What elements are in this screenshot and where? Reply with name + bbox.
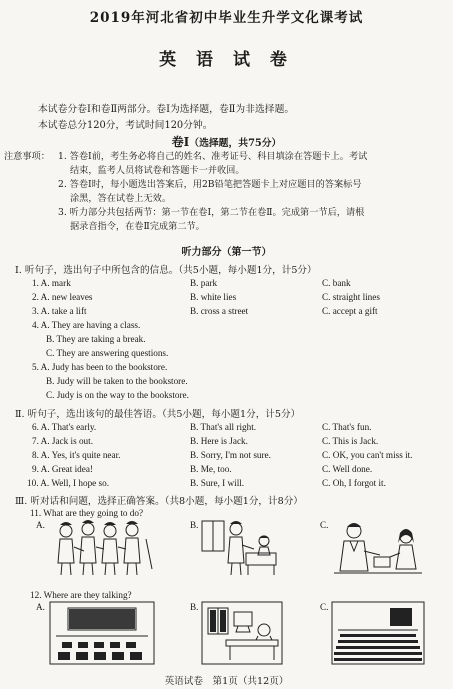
note-3b: 据录音指令，在卷Ⅱ完成第二节。 — [70, 221, 205, 232]
q10-option-a: 10. A. Well, I hope so. — [27, 478, 110, 488]
q1-option-a: 1. A. mark — [32, 278, 71, 288]
q1-option-c: C. bank — [322, 278, 351, 288]
note-1b: 结束，监考人员将试卷和答题卡一并收回。 — [70, 165, 245, 176]
note-2b: 涂黑，答在试卷上无效。 — [70, 193, 172, 204]
intro-line-2: 本试卷总分120分，考试时间120分钟。 — [38, 120, 213, 131]
intro-line-1: 本试卷分卷Ⅰ和卷Ⅱ两部分。卷Ⅰ为选择题，卷Ⅱ为非选择题。 — [38, 104, 295, 115]
part3-title: Ⅲ. 听对话和问题，选择正确答案。 — [15, 496, 165, 507]
q9-option-a: 9. A. Great idea! — [32, 464, 93, 474]
q5-option-a: 5. A. Judy has been to the bookstore. — [32, 362, 168, 372]
exam-title: 2019年河北省初中毕业生升学文化课考试 — [89, 10, 364, 26]
q12-picture-b-office-desk — [200, 600, 284, 666]
q1-option-b: B. park — [190, 278, 218, 288]
q7-option-c: C. This is Jack. — [322, 436, 379, 446]
q3-option-c: C. accept a gift — [322, 306, 378, 316]
q7-option-a: 7. A. Jack is out. — [32, 436, 93, 446]
part1-heading — [15, 262, 317, 276]
part1-score: （共5小题，每小题1分，计5分） — [178, 265, 317, 276]
q12-label-b: B. — [190, 602, 199, 612]
volume-sub: （选择题，共75分） — [189, 138, 282, 149]
q11-picture-a-group-of-people — [48, 519, 156, 577]
part2-score: （共5小题，每小题1分，计5分） — [161, 409, 301, 420]
q2-option-b: B. white lies — [190, 292, 237, 302]
volume-name: 卷Ⅰ — [171, 135, 190, 149]
q8-option-c: C. OK, you can't miss it. — [322, 450, 413, 460]
part3-heading — [15, 493, 303, 507]
volume-heading — [0, 133, 453, 150]
q2-option-c: C. straight lines — [322, 292, 380, 302]
q12-picture-c-auditorium — [330, 600, 426, 666]
q12-picture-a-classroom — [48, 600, 156, 666]
q4-option-b: B. They are taking a break. — [46, 334, 146, 344]
q8-option-a: 8. A. Yes, it's quite near. — [32, 450, 121, 460]
q8-option-b: B. Sorry, I'm not sure. — [190, 450, 271, 460]
q12-question: 12. Where are they talking? — [30, 590, 132, 600]
q3-option-b: B. cross a street — [190, 306, 249, 316]
q9-option-c: C. Well done. — [322, 464, 373, 474]
note-1a: 1. 答卷Ⅰ前，考生务必将自己的姓名、准考证号、科目填涂在答题卡上。考试 — [58, 151, 368, 162]
page-footer: 英语试卷 第1页（共12页） — [164, 676, 289, 687]
q12-label-c: C. — [320, 602, 329, 612]
part3-score: （共8小题，每小题1分，计8分） — [164, 496, 303, 507]
q11-question: 11. What are they going to do? — [30, 508, 144, 518]
q6-option-b: B. That's all right. — [190, 422, 257, 432]
part2-heading — [15, 406, 300, 420]
q11-label-c: C. — [320, 520, 329, 530]
note-2a: 2. 答卷Ⅰ时，每小题选出答案后，用2B铅笔把答题卡上对应题目的答案标号 — [58, 179, 362, 190]
q7-option-b: B. Here is Jack. — [190, 436, 248, 446]
q4-option-c: C. They are answering questions. — [46, 348, 169, 358]
part1-title: Ⅰ. 听句子，选出句子中所包含的信息。 — [15, 265, 179, 276]
part2-title: Ⅱ. 听句子，选出该句的最佳答语。 — [15, 409, 162, 420]
q11-label-a: A. — [36, 520, 45, 530]
q11-picture-c-father-and-daughter — [330, 519, 426, 577]
q9-option-b: B. Me, too. — [190, 464, 232, 474]
q10-option-c: C. Oh, I forgot it. — [322, 478, 386, 488]
q2-option-a: 2. A. new leaves — [32, 292, 93, 302]
q12-label-a: A. — [36, 602, 45, 612]
q11-picture-b-family-cooking — [200, 519, 282, 577]
q11-label-b: B. — [190, 520, 199, 530]
listening-section-title: 听力部分（第一节） — [181, 247, 272, 258]
q3-option-a: 3. A. take a lift — [32, 306, 87, 316]
q5-option-b: B. Judy will be taken to the bookstore. — [46, 376, 188, 386]
q6-option-c: C. That's fun. — [322, 422, 372, 432]
q4-option-a: 4. A. They are having a class. — [32, 320, 141, 330]
q5-option-c: C. Judy is on the way to the bookstore. — [46, 390, 189, 400]
q6-option-a: 6. A. That's early. — [32, 422, 97, 432]
q10-option-b: B. Sure, I will. — [190, 478, 245, 488]
note-3a: 3. 听力部分共包括两节：第一节在卷Ⅰ，第二节在卷Ⅱ。完成第一节后，请根 — [58, 207, 365, 218]
notes-label: 注意事项： — [4, 151, 50, 162]
subject-title: 英 语 试 卷 — [159, 50, 294, 70]
